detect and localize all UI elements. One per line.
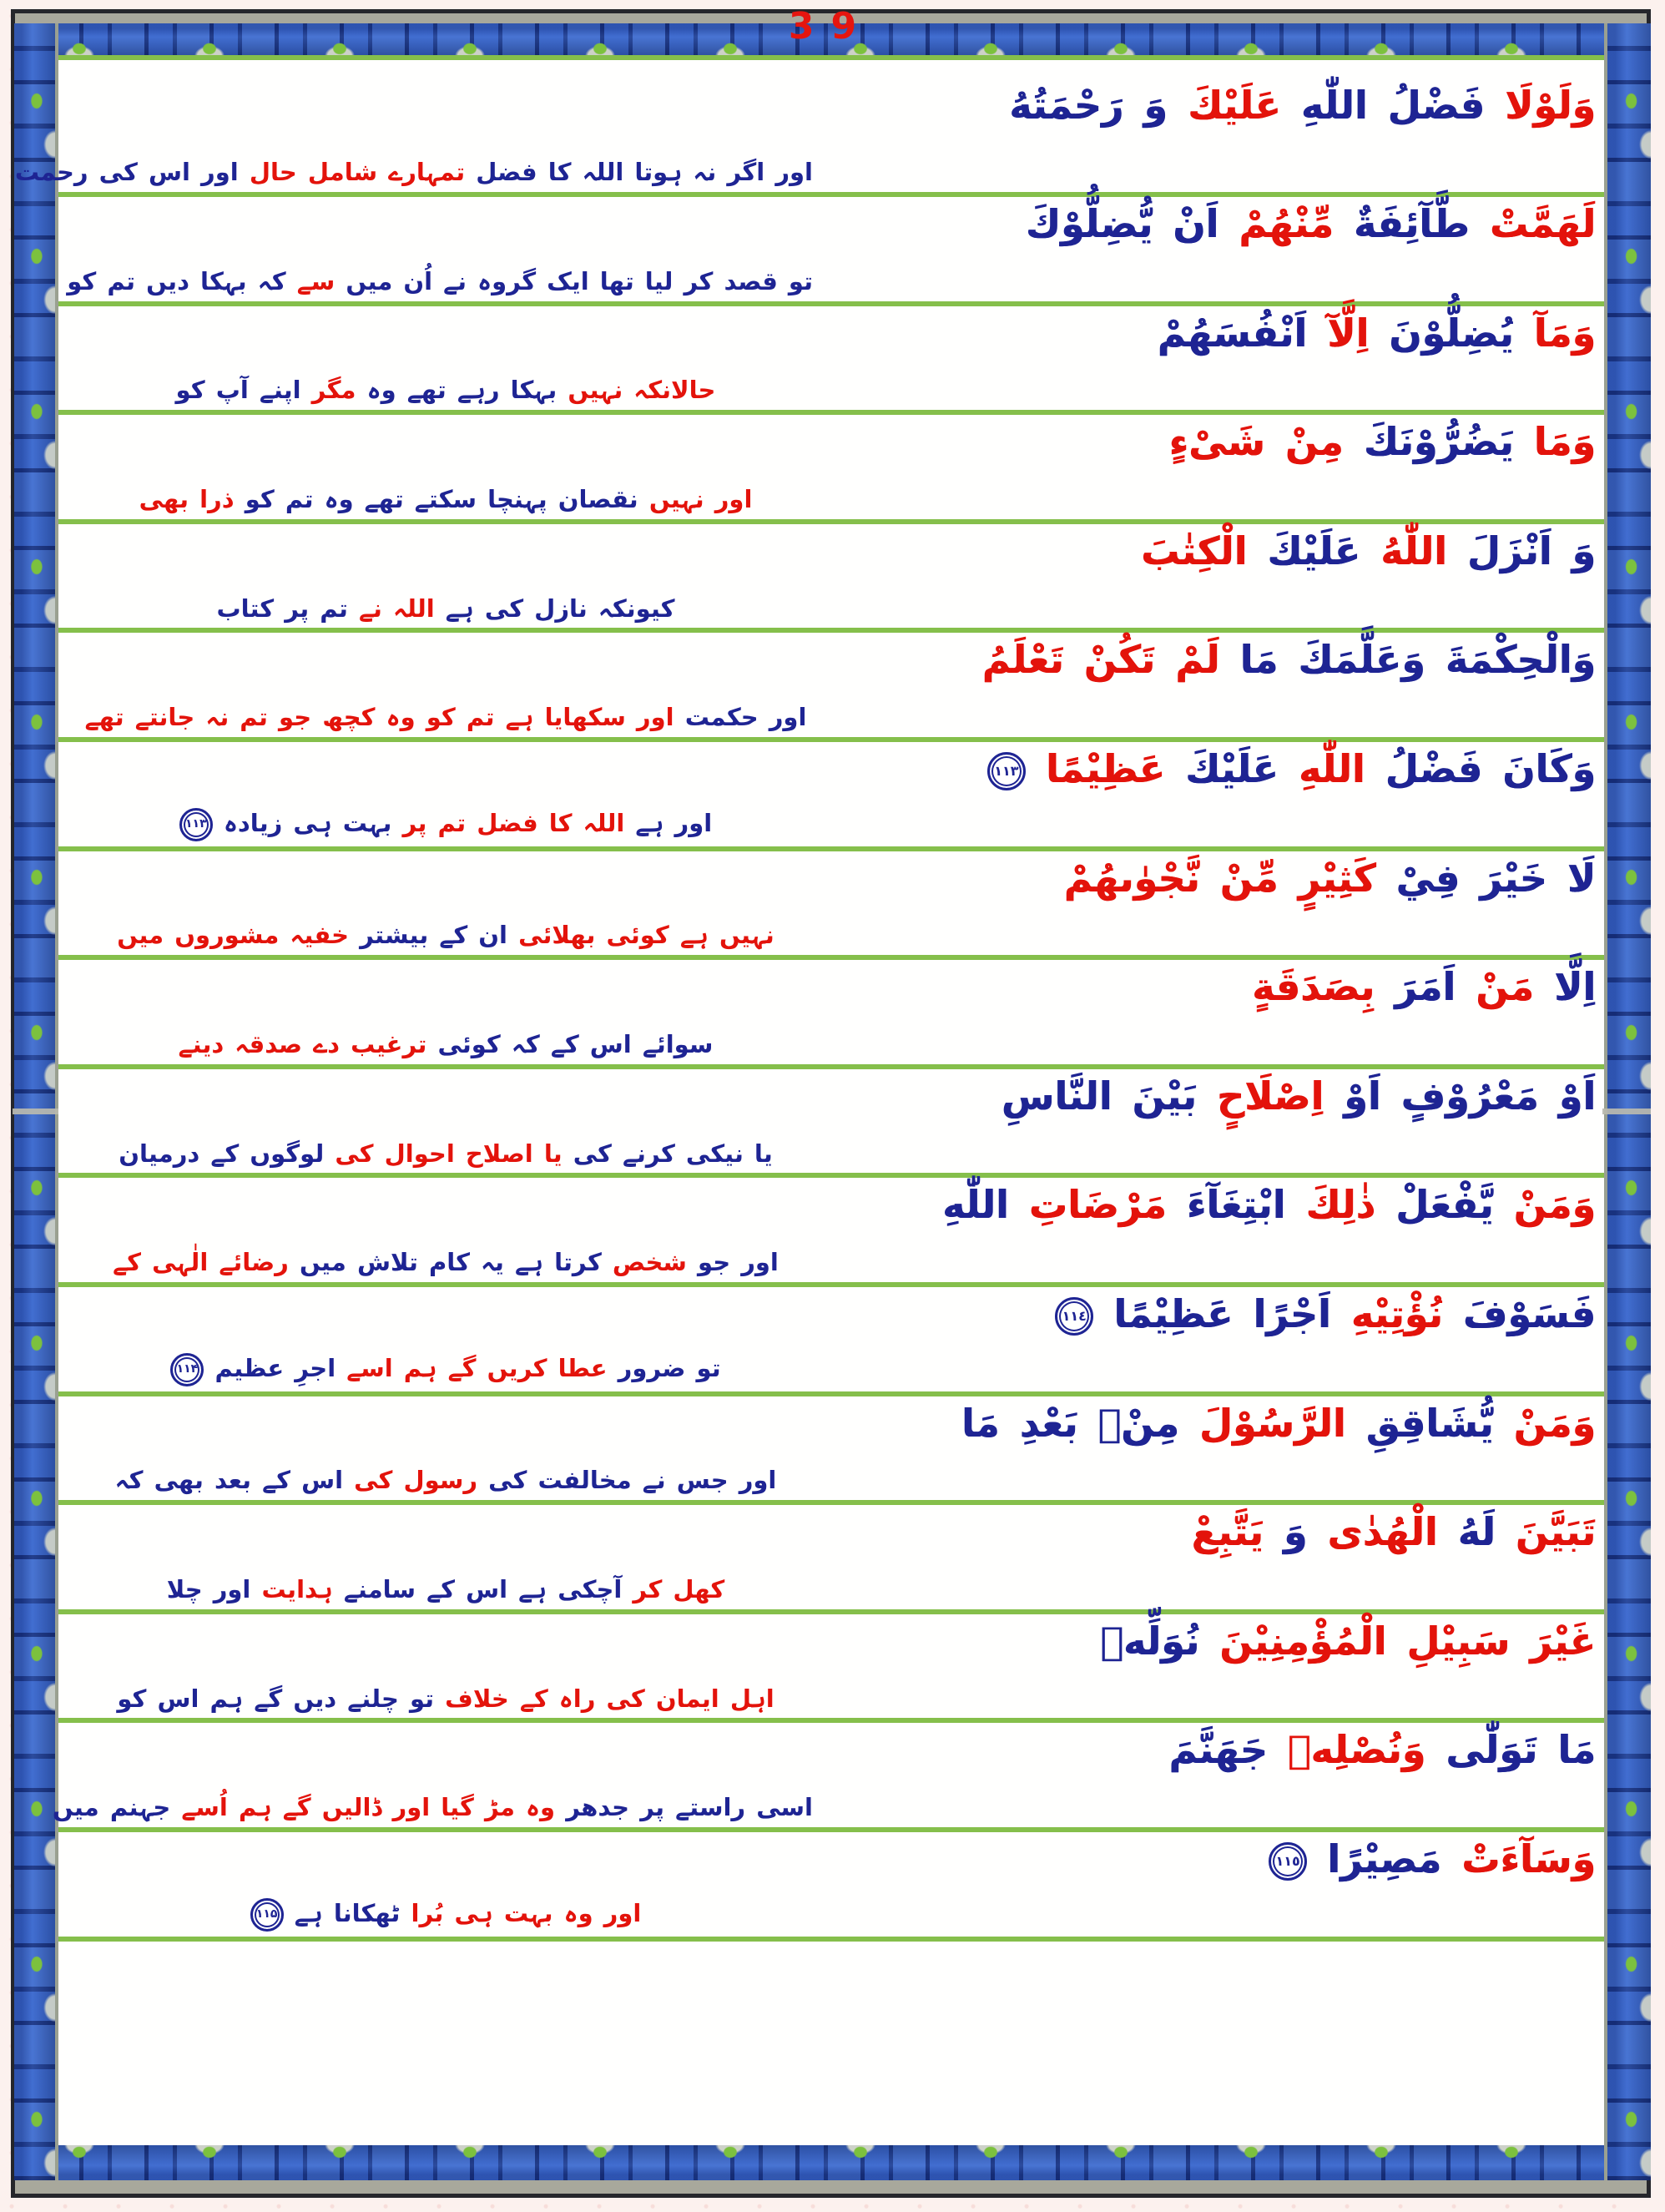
urdu-word-group: کرتا ہے یہ کام تلاش میں [299,1248,602,1277]
border-bottom-ornament [14,2145,1651,2180]
arabic-word-group: اَمَرَ [1395,964,1456,1010]
urdu-word-group: حالانکہ نہیں [568,376,716,405]
urdu-word-group: نہیں ہے کوئی بھلائی [518,921,774,950]
verse-row [58,1282,1604,1391]
urdu-word-group: یا اصلاح احوال کی [335,1139,563,1168]
urdu-word-group: اور ہے [635,808,713,837]
arabic-verse-text [1141,528,1596,576]
verse-number-medallion: ۱۱۳ [179,808,213,841]
arabic-word-group: وَمَنْ [1513,1400,1596,1446]
arabic-verse-text [987,745,1596,794]
verse-row [58,1173,1604,1282]
urdu-word-group: سوائے اس کے کہ کوئی [437,1029,714,1058]
arabic-verse-text [1002,1073,1596,1121]
urdu-word-group: اور سکھایا ہے تم کو وہ کچھ جو تم نہ جانتے تھے [84,703,674,732]
arabic-word-group: اِصْلَاحٍ [1216,1073,1324,1119]
arabic-word-group: لَا خَيْرَ فِيْ [1395,855,1596,901]
urdu-word-group: اور اس کی رحمت [14,158,239,187]
urdu-word-group: لوگوں کے درمیان [119,1139,325,1168]
border-right-ornament [1604,23,1651,2180]
urdu-word-group: ترغیب دے صدقہ دینے [178,1029,427,1058]
urdu-word-group: اجرِ عظیم [214,1353,336,1382]
arabic-verse-text [1169,418,1597,467]
urdu-translation-text [78,1248,813,1277]
arabic-word-group: الرَّسُوْلَ [1198,1400,1346,1446]
arabic-word-group: فَسَوْفَ [1462,1290,1596,1336]
verse-row [58,192,1604,301]
arabic-word-group: اَنْفُسَهُمْ [1157,310,1308,356]
arabic-verse-text [961,1400,1596,1448]
urdu-word-group: ان کے بیشتر [360,921,507,950]
urdu-word-group: اور جو [698,1248,779,1277]
urdu-word-group: تو ضرور [618,1353,721,1382]
arabic-verse-text [1009,82,1596,130]
urdu-word-group: کہ بہکا دیں تم کو [67,266,286,295]
border-left-ornament [14,23,58,2180]
arabic-word-group: عَلَيْكَ [1185,745,1279,791]
arabic-word-group: وَمَآ [1533,310,1596,356]
urdu-translation-text [78,1139,813,1169]
arabic-word-group: فَضْلُ اللّٰهِ [1300,83,1486,128]
urdu-word-group: ہدایت [261,1574,333,1603]
urdu-word-group: اپنے آپ کو [175,376,301,405]
urdu-translation-text [78,485,813,514]
urdu-word-group: اور چلا [166,1574,251,1603]
arabic-word-group: اللّٰهُ [1380,528,1447,573]
urdu-translation-text [78,1353,813,1386]
verse-row [58,519,1604,629]
urdu-word-group: جہنم میں [52,1793,171,1822]
verse-row [58,1064,1604,1174]
arabic-word-group: ابْتِغَآءَ [1186,1182,1286,1228]
arabic-verse-text [1269,1836,1596,1884]
arabic-verse-text [1026,200,1596,249]
verse-row [58,301,1604,411]
urdu-word-group: سے [296,266,336,295]
urdu-translation-text [78,1030,813,1059]
arabic-word-group: مَا تَوَلّٰى [1446,1727,1596,1773]
urdu-word-group: اور حکمت [684,703,807,732]
urdu-word-group: اللہ نے [359,593,435,623]
arabic-word-group: عَظِيْمًا [1045,745,1166,791]
urdu-word-group: رضائے الٰہی کے [113,1248,289,1277]
scan-seam-right [1602,1109,1651,1114]
urdu-translation-text [78,594,813,624]
arabic-word-group: اَنْ يُّضِلُّوْكَ [1025,201,1219,246]
arabic-verse-text [1158,310,1596,358]
arabic-word-group: مَرْضَاتِ [1028,1182,1167,1228]
urdu-translation-text [52,1793,813,1822]
urdu-word-group: کھل کر [633,1574,725,1603]
urdu-word-group: مگر [311,376,356,405]
arabic-verse-text [942,1181,1596,1230]
arabic-word-group: ذٰلِكَ [1305,1182,1376,1228]
arabic-word-group: وَمَنْ [1513,1182,1596,1228]
verse-number-medallion: ۱۱۵ [250,1898,284,1932]
verse-row [58,1500,1604,1609]
verse-row [58,410,1604,519]
arabic-word-group: تَبَيَّنَ [1515,1509,1596,1555]
verse-row [58,846,1604,956]
arabic-word-group: وَسَآءَتْ [1461,1836,1596,1881]
arabic-word-group: اِلَّآ [1327,310,1370,356]
urdu-translation-text [14,158,813,187]
urdu-word-group: تم پر کتاب [216,593,348,623]
urdu-translation-text [78,1466,813,1495]
urdu-word-group: عطا کریں گے ہم اسے [346,1353,608,1382]
urdu-word-group: اور جس نے مخالفت کی [488,1466,777,1495]
arabic-word-group: اَجْرًا عَظِيْمًا [1113,1290,1331,1336]
arabic-verse-text [1168,1726,1596,1775]
arabic-word-group: غَيْرَ سَبِيْلِ الْمُؤْمِنِيْنَ [1219,1618,1596,1664]
urdu-word-group: اہل ایمان کی راہ کے خلاف [445,1684,774,1713]
arabic-word-group: يَضُرُّوْنَكَ [1363,419,1514,465]
arabic-word-group: وَ [1283,1509,1308,1555]
urdu-word-group: رسول کی [354,1466,478,1495]
arabic-word-group: وَ اَنْزَلَ [1466,528,1596,573]
verse-row [58,1391,1604,1501]
page-content [14,55,1604,2145]
urdu-word-group: اسی راستے پر جدھر [566,1793,813,1822]
verse-row [14,55,1604,192]
urdu-translation-text [67,266,813,296]
arabic-word-group: جَهَنَّمَ [1168,1727,1268,1773]
arabic-word-group: نُؤْتِيْهِ [1350,1290,1443,1336]
verse-row [58,1827,1604,1937]
arabic-word-group: عَلَيْكَ [1187,83,1281,128]
arabic-word-group: يَتَّبِعْ [1191,1509,1264,1555]
urdu-translation-text [78,808,813,841]
urdu-translation-text [78,703,813,732]
urdu-word-group: اور اگر نہ ہوتا اللہ کا فضل [476,158,813,187]
urdu-word-group: وہ مڑ گیا اور ڈالیں گے ہم اُسے [181,1793,556,1822]
arabic-verse-text [982,636,1596,684]
arabic-word-group: لَهَمَّتْ [1489,201,1596,246]
urdu-translation-text [78,376,813,405]
arabic-verse-text [1064,855,1596,903]
arabic-word-group: اَوْ مَعْرُوْفٍ اَوْ [1344,1073,1596,1119]
verse-number-medallion: ١١٣ [987,752,1026,790]
urdu-word-group: شخص [612,1248,687,1277]
urdu-translation-text [78,1575,813,1604]
verse-number-medallion: ۱۱۴ [170,1353,204,1386]
urdu-word-group: اللہ کا فضل تم پر [402,808,625,837]
verse-number-medallion: ١١٤ [1055,1297,1093,1336]
arabic-word-group: لَمْ تَكُنْ تَعْلَمُ [981,637,1220,683]
arabic-word-group: مِنْۢ بَعْدِ مَا [961,1400,1179,1446]
arabic-word-group: بَيْنَ النَّاسِ [1001,1073,1197,1119]
verse-row [58,1609,1604,1719]
urdu-word-group: آچکی ہے اس کے سامنے [343,1574,623,1603]
arabic-verse-text [1192,1508,1596,1557]
arabic-word-group: يَّفْعَلْ [1395,1182,1494,1228]
arabic-word-group: نُوَلِّهٖ [1100,1618,1200,1664]
arabic-word-group: يُّشَاقِقِ [1365,1400,1494,1446]
verse-row [58,955,1604,1064]
urdu-word-group: یا نیکی کرنے کی [573,1139,773,1168]
arabic-verse-text [1055,1290,1596,1339]
urdu-word-group: بہت ہی زیادہ [223,808,392,837]
urdu-word-group: نقصان پہنچا سکتے تھے وہ تم کو [245,484,638,513]
verse-row [52,1718,1604,1827]
arabic-word-group: وَالْحِكْمَةَ وَعَلَّمَكَ مَا [1239,637,1596,683]
arabic-word-group: الْهُدٰى [1327,1509,1438,1555]
page-number: 39 [788,5,874,48]
urdu-word-group: اور وہ بہت ہی بُرا [411,1898,642,1927]
urdu-word-group: تو قصد کر لیا تھا ایک گروہ نے اُن میں [346,266,813,295]
scan-seam-left [13,1109,58,1114]
urdu-word-group: کیونکہ نازل کی ہے [445,593,675,623]
urdu-word-group: ذرا بھی [139,484,235,513]
arabic-word-group: وَكَانَ فَضْلُ [1385,745,1596,791]
arabic-word-group: اللّٰهِ [941,1182,1009,1228]
urdu-translation-text [78,921,813,950]
urdu-word-group: بہکا رہے تھے وہ [366,376,558,405]
arabic-word-group: اللّٰهِ [1298,745,1365,791]
urdu-word-group: ٹھکانا ہے [294,1898,401,1927]
arabic-word-group: وَلَوْلَا [1505,83,1596,128]
arabic-word-group: بِصَدَقَةٍ [1251,964,1375,1010]
arabic-word-group: لَهُ [1457,1509,1496,1555]
arabic-word-group: يُضِلُّوْنَ [1389,310,1514,356]
arabic-word-group: وَمَا [1533,419,1596,465]
verse-row [58,737,1604,846]
verse-rows [14,55,1604,1942]
urdu-word-group: اس کے بعد بھی کہ [114,1466,344,1495]
urdu-word-group: تو چلنے دیں گے ہم اس کو [117,1684,435,1713]
arabic-verse-text [1100,1618,1596,1666]
urdu-translation-text [78,1898,813,1932]
arabic-word-group: مِنْ شَیْءٍ [1168,419,1344,465]
urdu-translation-text [78,1684,813,1714]
arabic-word-group: كَثِيْرٍ مِّنْ نَّجْوٰىهُمْ [1063,855,1376,901]
urdu-word-group: اور نہیں [648,484,753,513]
arabic-verse-text [1252,963,1596,1012]
arabic-word-group: عَلَيْكَ [1267,528,1361,573]
arabic-word-group: وَنُصْلِهٖ [1287,1727,1426,1773]
verse-row [58,628,1604,737]
arabic-word-group: اِلَّا [1553,964,1596,1010]
arabic-word-group: وَ رَحْمَتُهُ [1009,83,1168,128]
urdu-word-group: خفیہ مشوروں میں [117,921,350,950]
arabic-word-group: الْكِتٰبَ [1140,528,1248,573]
verse-number-medallion: ١١٥ [1269,1842,1307,1881]
arabic-word-group: مَصِيْرًا [1327,1836,1442,1881]
arabic-word-group: طَّآئِفَةٌ [1353,201,1470,246]
arabic-word-group: مَنْ [1476,964,1534,1010]
urdu-word-group: تمہارے شامل حال [249,158,466,187]
arabic-word-group: مِّنْهُمْ [1239,201,1334,246]
